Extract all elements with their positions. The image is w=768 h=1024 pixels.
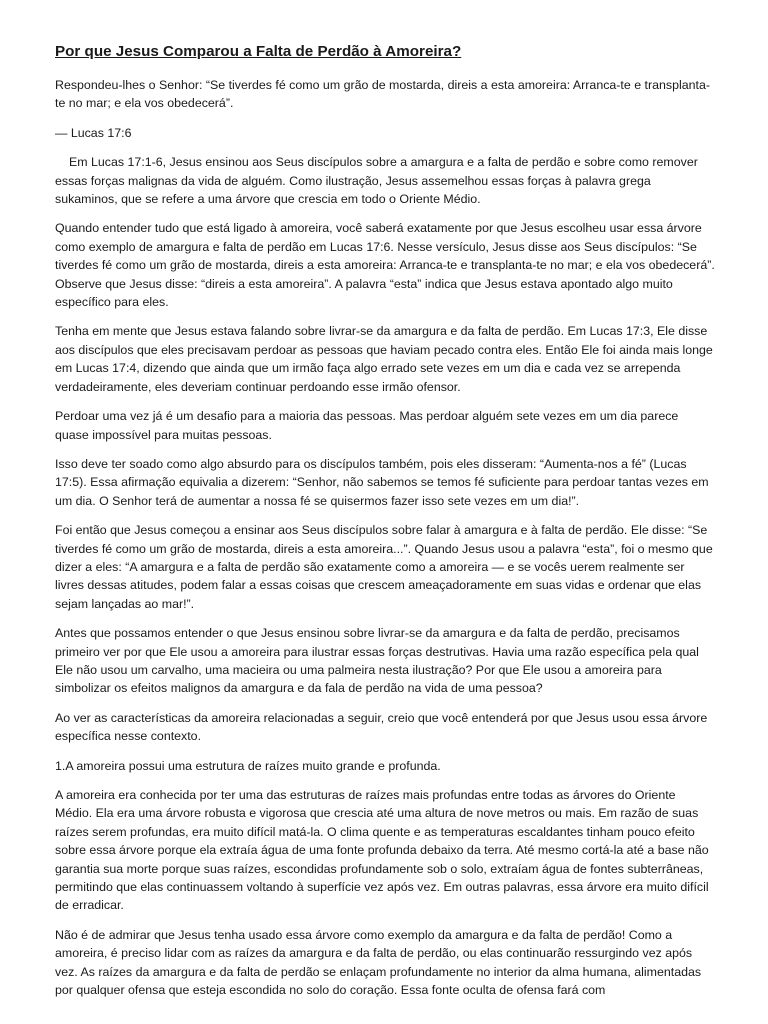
paragraph-7: Antes que possamos entender o que Jesus ensinou sobre livrar-se da amargura e da falta de perdão, precisamos primeiro ver por que Ele usou a amoreira para ilustrar essas forças destrutivas. Havia uma razão específica pela qual Ele não usou um carvalho, uma macieira ou uma palmeira nesta ilustração? Por que Ele usou a amoreira para simbolizar os efeitos malignos da amargura e da fala de perdão na vida de uma pessoa? (55, 626, 699, 696)
paragraph-5: Isso deve ter soado como algo absurdo para os discípulos também, pois eles disseram: “Aumenta-nos a fé” (Lucas 17:5). Essa afirmação equivalia a dizerem: “Senhor, não sabemos se temos fé suficiente para perdoar tantas vezes em um dia. O Senhor terá de aumentar a nossa fé se quisermos fazer isso sete vezes em um dia!”. (55, 456, 709, 508)
paragraph-3: Tenha em mente que Jesus estava falando sobre livrar-se da amargura e da falta de perdão. Em Lucas 17:3, Ele disse aos discípulos que eles precisavam perdoar as pessoas que haviam pecado contra eles. Então Ele foi ainda mais longe em Lucas 17:4, dizendo que ainda que um irmão faça algo errado sete vezes em um dia e cada vez se arrependa verdadeiramente, eles deveriam continuar perdoando esse irmão ofensor. (55, 324, 713, 394)
paragraph-6: Foi então que Jesus começou a ensinar aos Seus discípulos sobre falar à amargura e à falta de perdão. Ele disse: “Se tiverdes fé como um grão de mostarda, direis a esta amoreira...”. Quando Jesus usou a palavra “esta”, foi o mesmo que dizer a eles: “A amargura e a falta de perdão são exatamente como a amoreira — e se vocês uerem realmente ser livres dessas atitudes, podem falar a essas coisas que crescem ameaçadoramente em suas vidas e ordenar que elas sejam lançadas ao mar!”. (55, 523, 713, 611)
document-title: Por que Jesus Comparou a Falta de Perdão à Amoreira? (55, 43, 462, 60)
list-heading-1: 1.A amoreira possui uma estrutura de raízes muito grande e profunda. (55, 758, 441, 773)
paragraph-2: Quando entender tudo que está ligado à amoreira, você saberá exatamente por que Jesus escolheu usar essa árvore como exemplo de amargura e falta de perdão em Lucas 17:6. Nesse versículo, Jesus disse aos Seus discípulos: “Se tiverdes fé como um grão de mostarda, direis a esta amoreira: Arranca-te e transplanta-te no mar; e ela vos obedecerá”. Observe que Jesus disse: “direis a esta amoreira”. A palavra “esta” indica que Jesus estava apontado algo muito específico para eles. (55, 221, 715, 310)
document-page (55, 40, 715, 1010)
paragraph-4: Perdoar uma vez já é um desafio para a maioria das pessoas. Mas perdoar alguém sete vezes em um dia parece quase impossível para muitas pessoas. (55, 409, 679, 442)
paragraph-9: A amoreira era conhecida por ter uma das estruturas de raízes mais profundas entre todas as árvores do Oriente Médio. Ela era uma árvore robusta e vigorosa que crescia até uma altura de nove metros ou mais. Em razão de suas raízes serem profundas, era muito difícil matá-la. O clima quente e as temperaturas escaldantes tinham pouco efeito sobre essa árvore porque ela extraía água de uma fonte profunda debaixo da terra. Até mesmo cortá-la até a base não garantia sua morte porque suas raízes, escondidas profundamente sob o solo, extraíam água de fontes subterrâneas, permitindo que elas continuassem voltando à superfície vez após vez. Em outras palavras, essa árvore era muito difícil de erradicar. (55, 788, 709, 913)
epigraph-citation: — Lucas 17:6 (55, 125, 132, 140)
paragraph-8: Ao ver as características da amoreira relacionadas a seguir, creio que você entenderá por que Jesus usou essa árvore específica nesse contexto. (55, 710, 708, 744)
paragraph-1: Em Lucas 17:1-6, Jesus ensinou aos Seus discípulos sobre a amargura e a falta de perdão e sobre como remover essas forças malignas da vida de alguém. Como ilustração, Jesus assemelhou essas forças à palavra grega sukaminos, que se refere a uma árvore que crescia em todo o Oriente Médio. (55, 155, 698, 207)
epigraph-quote: Respondeu-lhes o Senhor: “Se tiverdes fé como um grão de mostarda, direis a esta amoreira: Arranca-te e transplanta-te no mar; e ela vos obedecerá”. (55, 78, 710, 111)
paragraph-10: Não é de admirar que Jesus tenha usado essa árvore como exemplo da amargura e da falta de perdão! Como a amoreira, é preciso lidar com as raízes da amargura e da falta de perdão, ou elas continuarão ressurgindo vez após vez. As raízes da amargura e da falta de perdão se enlaçam profundamente no interior da alma humana, alimentadas por qualquer ofensa que esteja escondida no solo do coração. Essa fonte oculta de ofensa fará com (55, 927, 702, 998)
